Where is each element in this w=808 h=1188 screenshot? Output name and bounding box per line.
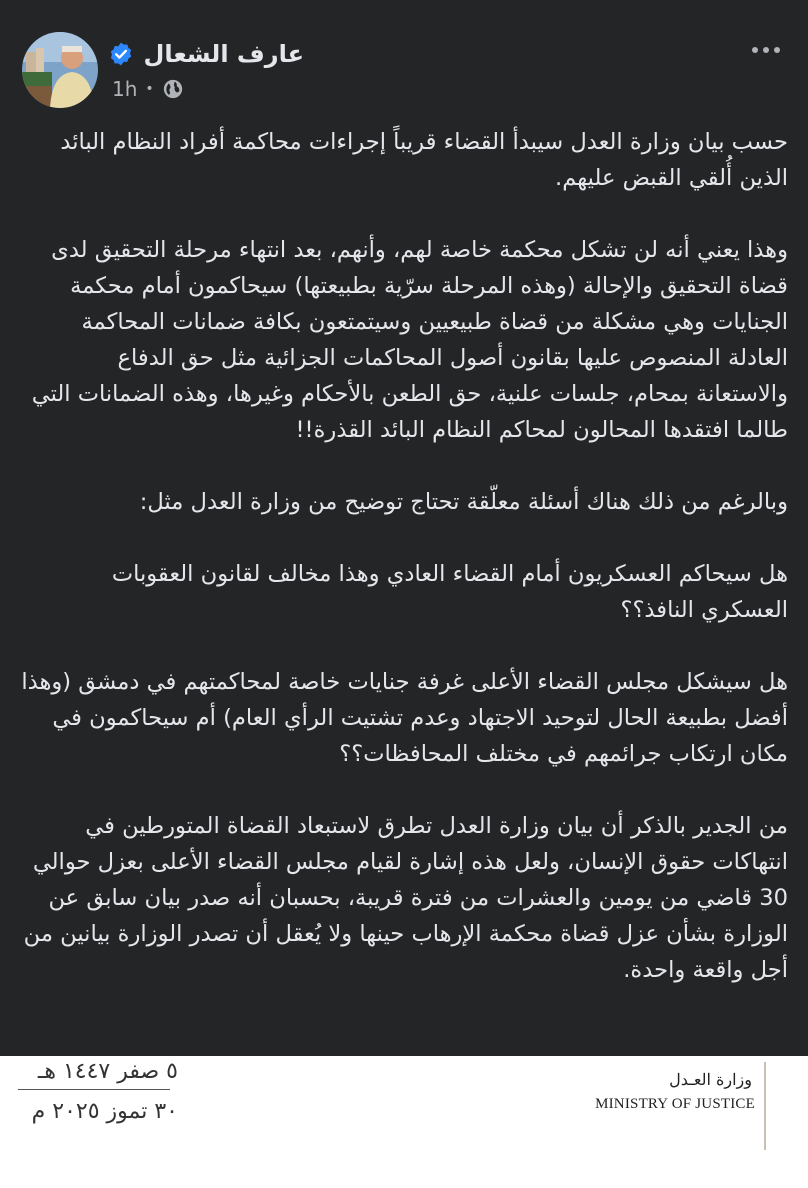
attached-document-image[interactable] — [0, 1056, 808, 1188]
date-underline — [18, 1089, 170, 1090]
post-meta — [112, 74, 184, 104]
avatar[interactable] — [22, 32, 98, 108]
post-paragraph: من الجدير بالذكر أن بيان وزارة العدل تطرق لاستبعاد القضاة المتورطين في انتهاكات حقوق الإنسان، ولعل هذه إشارة لقيام مجلس القضاء الأعلى بعزل حوالي 30 قاضي من يومين والعشرات من فترة قريبة، بحسبان أنه صدر بيان سابق عن الوزارة بشأن عزل قضاة محكمة الإرهاب حينها ولا يُعقل أن تصدر الوزارة بيانين من أجل واقعة واحدة. — [23, 813, 788, 983]
letterhead-divider — [764, 1062, 766, 1150]
more-icon-dot — [752, 47, 758, 53]
more-icon-dot — [774, 47, 780, 53]
post-text — [20, 124, 788, 988]
document-date-gregorian: ٣٠ تموز ٢٠٢٥ م — [31, 1099, 178, 1124]
meta-separator: • — [145, 81, 154, 97]
verified-badge-icon — [108, 41, 134, 67]
more-options-button[interactable] — [746, 38, 786, 62]
author-line — [108, 34, 305, 74]
post-paragraph: وبالرغم من ذلك هناك أسئلة معلّقة تحتاج توضيح من وزارة العدل مثل: — [139, 489, 788, 515]
ministry-name-arabic: وزارة العـدل — [669, 1070, 752, 1089]
ministry-name-english: MINISTRY OF JUSTICE — [595, 1096, 755, 1112]
post-paragraph: هل سيحاكم العسكريون أمام القضاء العادي وهذا مخالف لقانون العقوبات العسكري النافذ؟؟ — [111, 561, 788, 623]
author-name[interactable]: عارف الشعال — [143, 40, 304, 68]
post-paragraph: حسب بيان وزارة العدل سيبدأ القضاء قريباً إجراءات محاكمة أفراد النظام البائد الذين أُلقي القبض عليهم. — [60, 129, 788, 191]
post-paragraph: وهذا يعني أنه لن تشكل محكمة خاصة لهم، وأنهم، بعد انتهاء مرحلة التحقيق لدى قضاة التحقيق والإحالة (وهذه المرحلة سرّية بطبيعتها) سيحاكمون أمام محكمة الجنايات وهي مشكلة من قضاة طبيعيين وسيتمتعون بكافة ضمانات المحاكمة العادلة المنصوص عليها بقانون أصول المحاكمات الجزائية مثل حق الدفاع والاستعانة بمحام، جلسات علنية، حق الطعن بالأحكام وغيرها، وهذه الضمانات التي طالما افتقدها المحالون لمحاكم النظام البائد القذرة!! — [31, 237, 788, 443]
document-date-hijri: ٥ صفر ١٤٤٧ هـ — [37, 1059, 178, 1084]
post-header — [0, 0, 808, 120]
avatar-photo — [22, 32, 98, 108]
globe-icon — [162, 78, 184, 100]
post-time[interactable]: 1h — [112, 77, 138, 101]
post-paragraph: هل سيشكل مجلس القضاء الأعلى غرفة جنايات خاصة لمحاكمتهم في دمشق (وهذا أفضل بطبيعة الحال لتوحيد الاجتهاد وعدم تشتيت الرأي العام) أم سيحاكمون في مكان ارتكاب جرائمهم في مختلف المحافظات؟؟ — [21, 669, 788, 767]
more-icon-dot — [763, 47, 769, 53]
